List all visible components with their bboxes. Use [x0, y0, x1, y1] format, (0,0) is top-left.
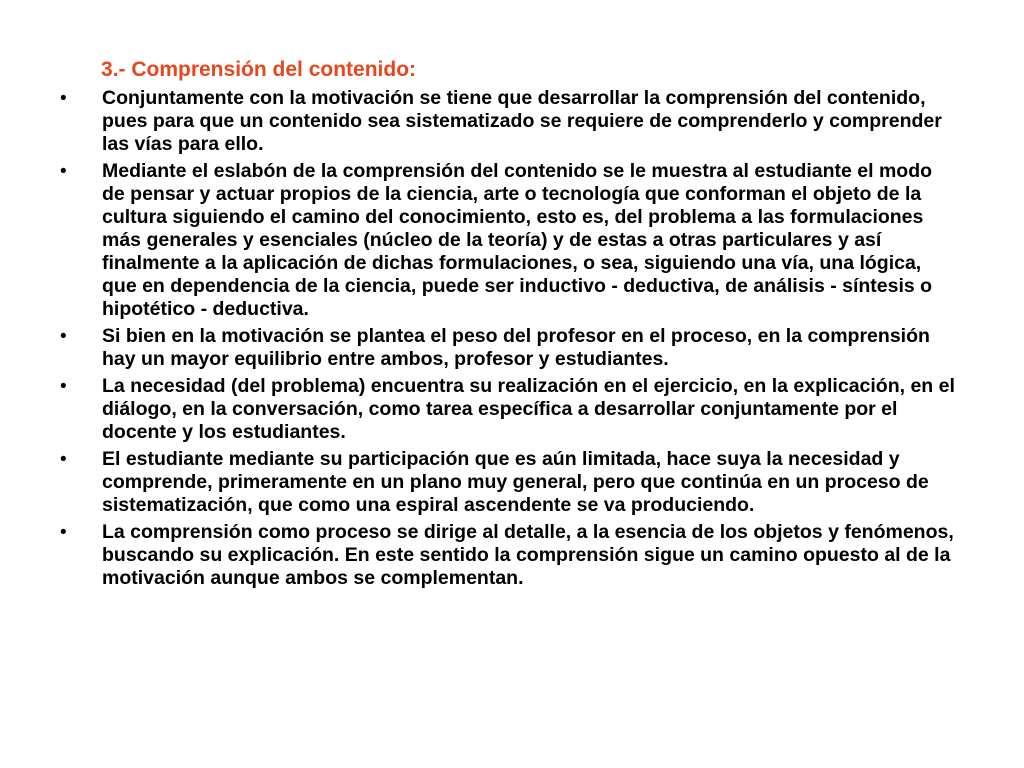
bullet-icon: •	[60, 376, 67, 397]
bullet-icon: •	[60, 88, 67, 109]
bullet-icon: •	[60, 449, 67, 470]
list-item-text: El estudiante mediante su participación que es aún limitada, hace suya la necesidad y comprende, primeramente en un plano muy general, pero que continúa en un proceso de sistematización, que como una espiral ascendente se va produciendo.	[102, 448, 929, 516]
bullet-icon: •	[60, 326, 67, 347]
list-item-text: La necesidad (del problema) encuentra su realización en el ejercicio, en la explicación, en el diálogo, en la conversación, como tarea específica a desarrollar conjuntamente por el docente y los estudiantes.	[102, 375, 955, 443]
list-item-text: La comprensión como proceso se dirige al detalle, a la esencia de los objetos y fenómenos, buscando su explicación. En este sentido la comprensión sigue un camino opuesto al de la motivación aunque ambos se complementan.	[102, 521, 954, 589]
list-item-text: Mediante el eslabón de la comprensión del contenido se le muestra al estudiante el modo de pensar y actuar propios de la ciencia, arte o tecnología que conforman el objeto de la cultura siguiendo el camino del conocimiento, esto es, del problema a las formulaciones más generales y esenciales (núcleo de la teoría) y de estas a otras particulares y así finalmente a la aplicación de dichas formulaciones, o sea, siguiendo una vía, una lógica, que en dependencia de la ciencia, puede ser inductivo - deductiva, de análisis - síntesis o hipotético - deductiva.	[102, 160, 933, 320]
slide-heading: 3.- Comprensión del contenido:	[101, 58, 417, 81]
bullet-list	[60, 87, 960, 594]
list-item	[60, 448, 960, 517]
list-item-text: Si bien en la motivación se plantea el peso del profesor en el proceso, en la comprensión hay un mayor equilibrio entre ambos, profesor y estudiantes.	[102, 325, 930, 370]
list-item	[60, 325, 960, 371]
bullet-icon: •	[60, 522, 67, 543]
list-item	[60, 87, 960, 156]
bullet-icon: •	[60, 161, 67, 182]
list-item	[60, 160, 960, 321]
list-item-text: Conjuntamente con la motivación se tiene que desarrollar la comprensión del contenido, pues para que un contenido sea sistematizado se requiere de comprenderlo y comprender las vías para ello.	[102, 87, 942, 155]
list-item	[60, 375, 960, 444]
list-item	[60, 521, 960, 590]
